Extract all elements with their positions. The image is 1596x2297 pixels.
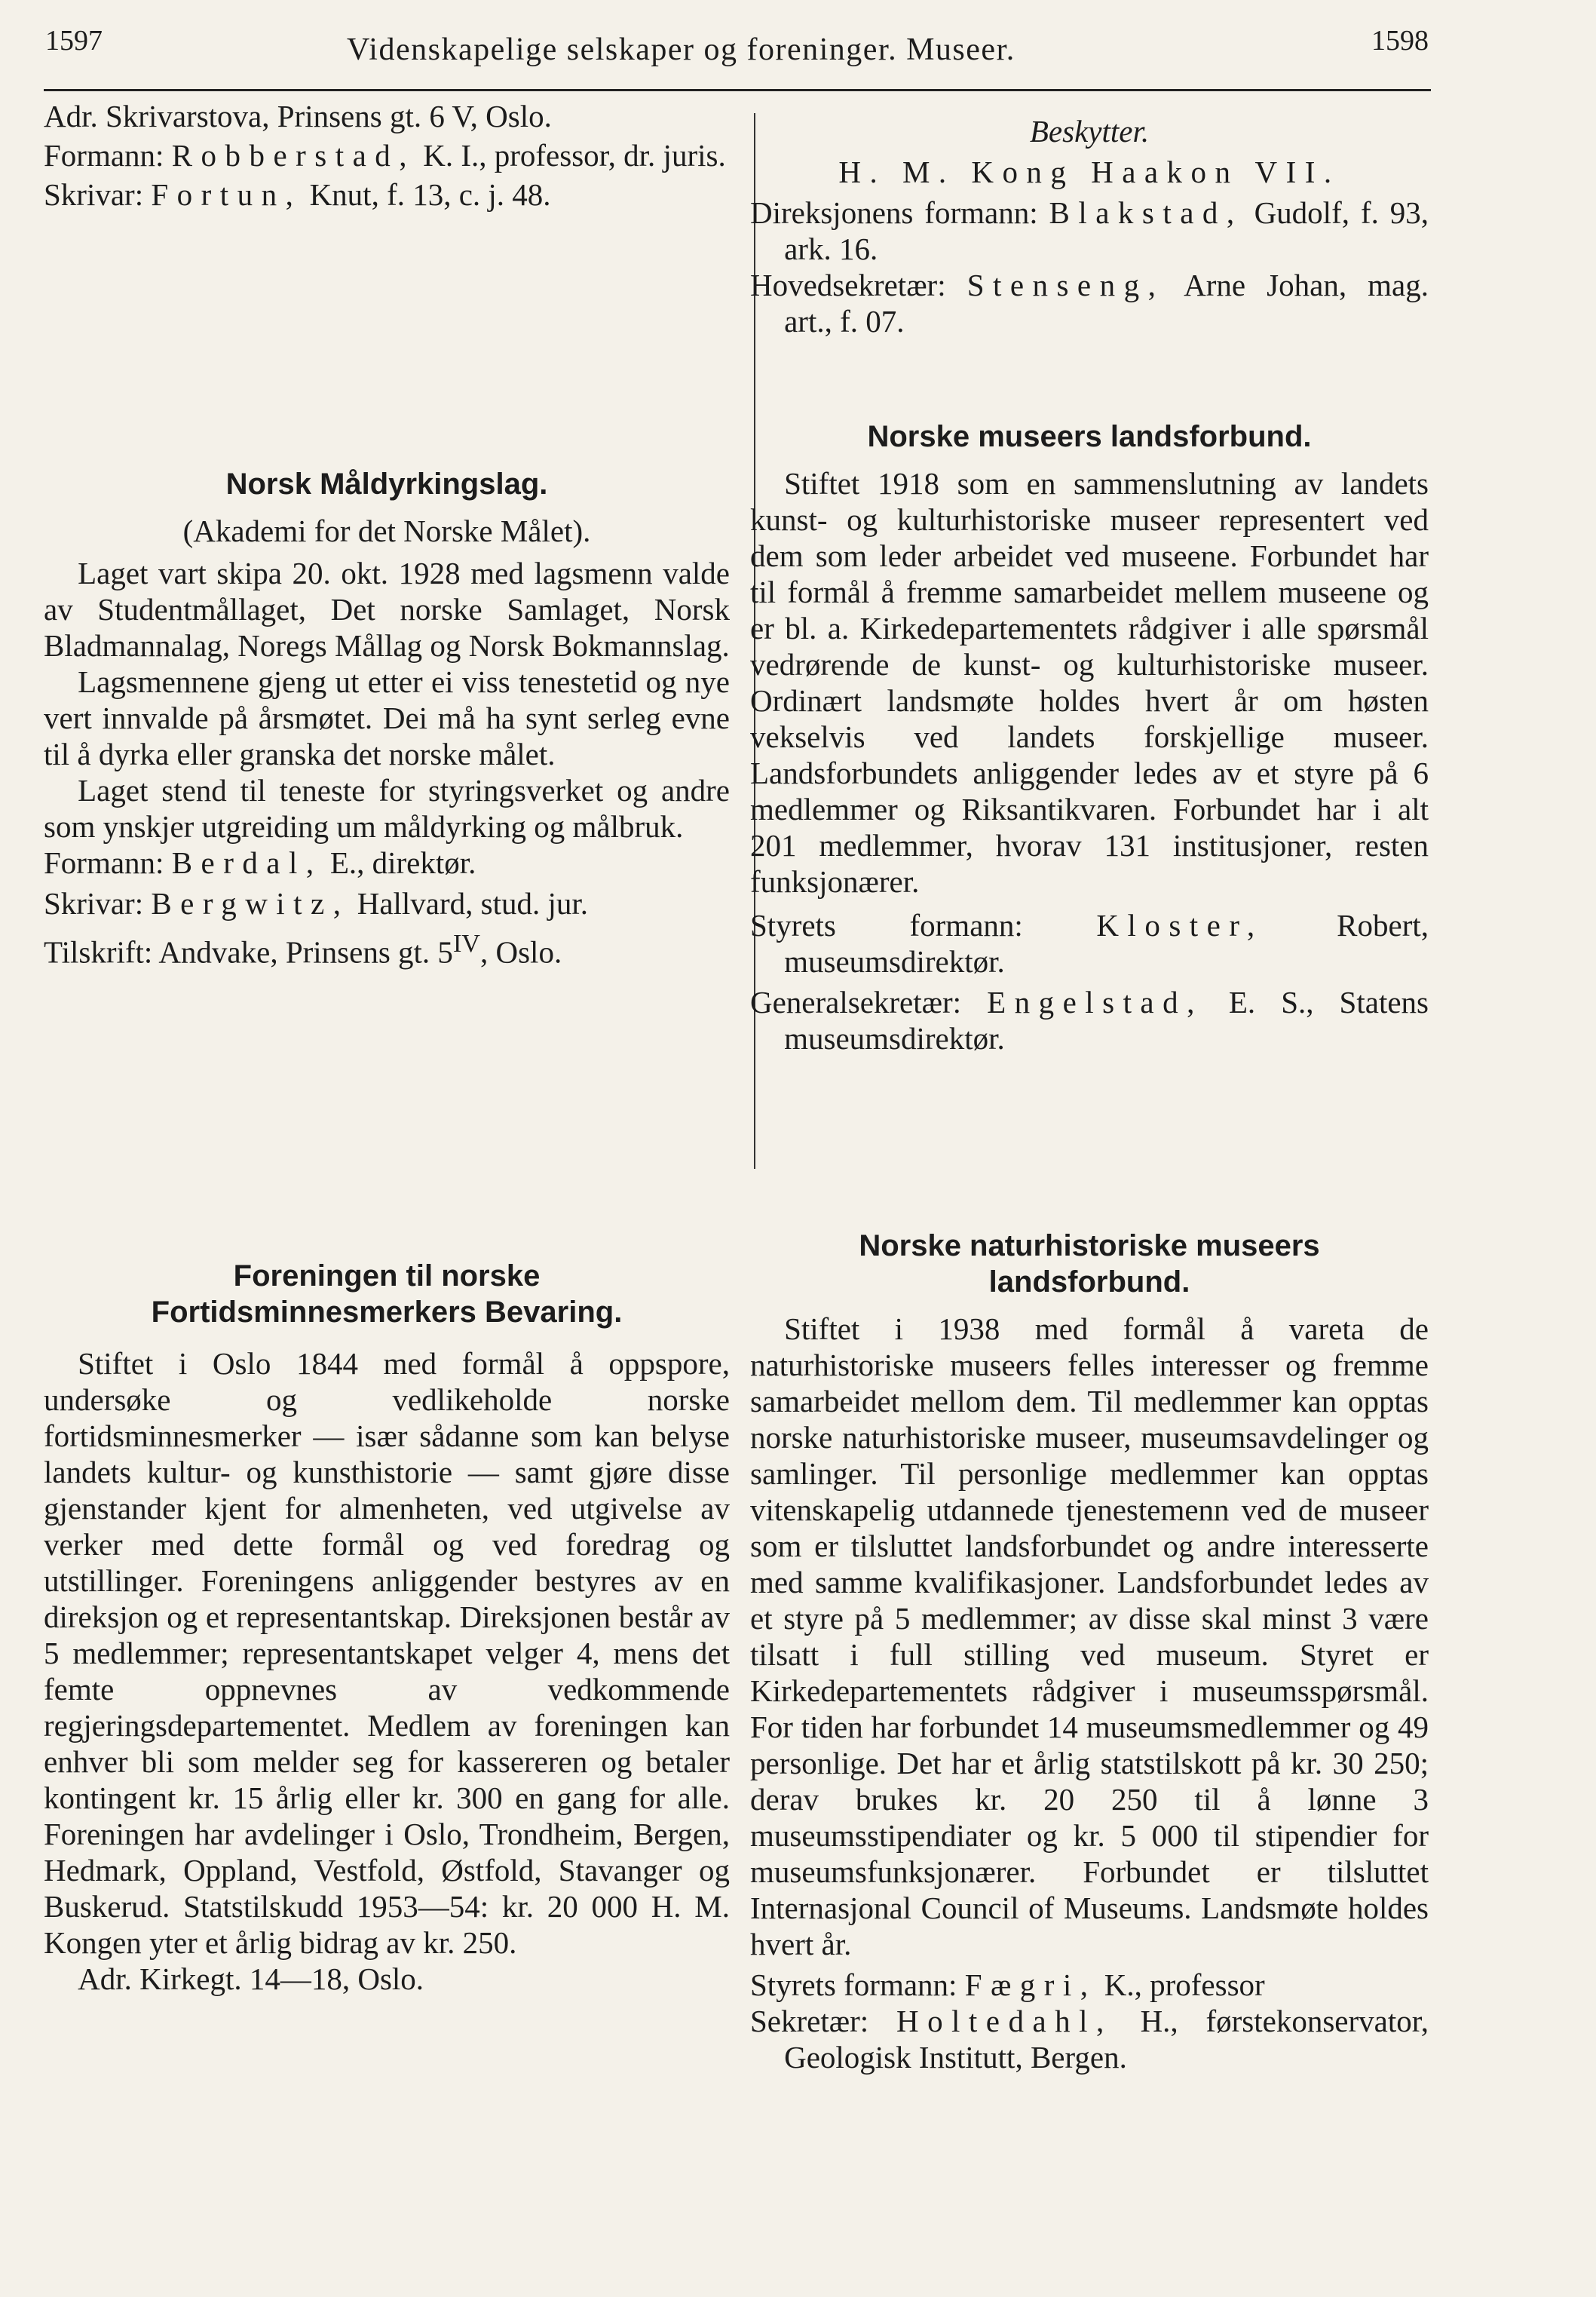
protector-name: H. M. Kong Haakon VII. — [838, 155, 1340, 189]
section-title: Foreningen til norske Fortidsminnesmerkers Bevaring. — [151, 1259, 623, 1329]
chair-line: Styrets formann: Kloster, Robert, museumsdirektør. — [750, 908, 1429, 979]
section-title: Norske museers landsforbund. — [867, 420, 1312, 453]
section-subtitle: (Akademi for det Norske Målet). — [182, 514, 591, 548]
person-name: Fortun, — [151, 177, 302, 212]
person-name: Robberstad, — [171, 138, 415, 173]
chair-line: Formann: Berdal, E., direktør. — [44, 845, 476, 880]
person-name: Engelstad, — [987, 985, 1203, 1020]
secretary-line: Skrivar: Fortun, Knut, f. 13, c. j. 48. — [44, 177, 551, 212]
person-name: Berdal, — [171, 845, 323, 880]
section-museers-landsforbund — [750, 419, 1429, 1056]
address-line: Adr. Kirkegt. 14—18, Oslo. — [78, 1961, 424, 1996]
right-top-entry — [750, 113, 1429, 339]
chair-line: Styrets formann: Fægri, K., professor — [750, 1967, 1265, 2002]
journal-line: Tilskrift: Andvake, Prinsens gt. $5^{IV}$, Oslo. — [44, 930, 562, 970]
section-fortidsminnesmerker — [44, 1258, 730, 1997]
header-rule — [44, 89, 1431, 91]
general-secretary-line: Hovedsekretær: Stenseng, Arne Johan, mag. art., f. 07. — [750, 268, 1429, 339]
address-line: Adr. Skrivarstova, Prinsens gt. 6 V, Oslo. — [44, 99, 552, 133]
paragraph: Laget vart skipa 20. okt. 1928 med lagsmenn valde av Studentmållaget, Det norske Samlaget, Norsk Bladmannalag, Noregs Mållag og Norsk Bokmannslag. — [44, 556, 730, 663]
running-title: Videnskapelige selskaper og foreninger. Museer. — [347, 32, 1015, 67]
section-title: Norsk Måldyrkingslag. — [225, 468, 548, 501]
section-title: Norske naturhistoriske museers landsforbund. — [859, 1229, 1320, 1299]
person-name: Stenseng, — [966, 268, 1165, 302]
paragraph: Lagsmennene gjeng ut etter ei viss tenestetid og nye vert innvalde på årsmøtet. Dei må ha synt serleg evne til å dyrka eller granska det norske målet. — [44, 664, 730, 771]
left-top-entry — [44, 98, 730, 213]
protector-label: Beskytter. — [1029, 114, 1150, 149]
section-maaldyrkingslag — [44, 466, 730, 971]
section-naturhistoriske-landsforbund — [750, 1228, 1429, 2075]
person-name: Bergwitz, — [151, 886, 350, 921]
secretary-line: Skrivar: Bergwitz, Hallvard, stud. jur. — [44, 886, 589, 921]
page-number-left: 1597 — [45, 25, 103, 57]
secretary-line: Sekretær: Holtedahl, H., førstekonservator, Geologisk Institutt, Bergen. — [750, 2004, 1429, 2075]
running-header — [45, 24, 1429, 69]
chair-line: Formann: Robberstad, K. I., professor, dr. juris. — [44, 138, 726, 173]
paragraph: Stiftet i 1938 med formål å vareta de naturhistoriske museers felles interesser og fremme samarbeidet mellom dem. Til medlemmer kan opptas norske naturhistoriske museer, museumsavdelinger og samlinger. Til personlige medlemmer kan opptas vitenskapelig utdannede tjenestemenn ved de museer som er tilsluttet landsforbundet og andre interesserte med samme kvalifikasjoner. Landsforbundet ledes av et styre på 5 medlemmer; av disse skal minst 3 være tilsatt i full stilling ved museum. Styret er Kirkedepartementets rådgiver i museumsspørsmål. For tiden har forbundet 14 museumsmedlemmer og 49 personlige. Det har et årlig statstilskott på kr. 30 250; derav brukes kr. 20 250 til å lønne 3 museumsstipendiater og kr. 5 000 til stipendier for museumsfunksjonærer. Forbundet er tilsluttet Internasjonal Council of Museums. Landsmøte holdes hvert år. — [750, 1311, 1429, 1961]
paragraph: Laget stend til teneste for styringsverket og andre som ynskjer utgreiding um måldyrking og målbruk. — [44, 773, 730, 844]
general-secretary-line: Generalsekretær: Engelstad, E. S., Statens museumsdirektør. — [750, 985, 1429, 1056]
page-number-right: 1598 — [1371, 25, 1429, 57]
person-name: Fægri, — [964, 1967, 1097, 2002]
person-name: Blakstad, — [1049, 195, 1243, 230]
director-line: Direksjonens formann: Blakstad, Gudolf, f. 93, ark. 16. — [750, 195, 1429, 266]
person-name: Holtedahl, — [896, 2004, 1113, 2038]
paragraph: Stiftet i Oslo 1844 med formål å oppspore, undersøke og vedlikeholde norske fortidsminnesmerker — især sådanne som kan belyse landets kultur- og kunsthistorie — samt gjøre disse gjenstander kjent for almenheten, ved utgivelse av verker med dette formål og ved foredrag og utstillinger. Foreningens anliggender bestyres av en direksjon og et representantskap. Direksjonen består av 5 medlemmer; representantskapet velger 4, mens det femte oppnevnes av vedkommende regjeringsdepartementet. Medlem av foreningen kan enhver bli som melder seg for kassereren og betaler kontingent kr. 15 årlig eller kr. 300 en gang for alle. Foreningen har avdelinger i Oslo, Trondheim, Bergen, Hedmark, Oppland, Vestfold, Østfold, Stavanger og Buskerud. Statstilskudd 1953—54: kr. 20 000 H. M. Kongen yter et årlig bidrag av kr. 250. — [44, 1346, 730, 1960]
paragraph: Stiftet 1918 som en sammenslutning av landets kunst- og kulturhistoriske museer representert ved dem som leder arbeidet ved museene. Forbundet har til formål å fremme samarbeidet mellem museene og er bl. a. Kirkedepartementets rådgiver i alle spørsmål vedrørende de kunst- og kulturhistoriske museer. Ordinært landsmøte holdes hvert år om høsten vekselvis ved landets forskjellige museer. Landsforbundets anliggender ledes av et styre på 6 medlemmer og Riksantikvaren. Forbundet har i alt 201 medlemmer, hvorav 131 institusjoner, resten funksjonærer. — [750, 466, 1429, 899]
person-name: Kloster, — [1096, 908, 1264, 943]
